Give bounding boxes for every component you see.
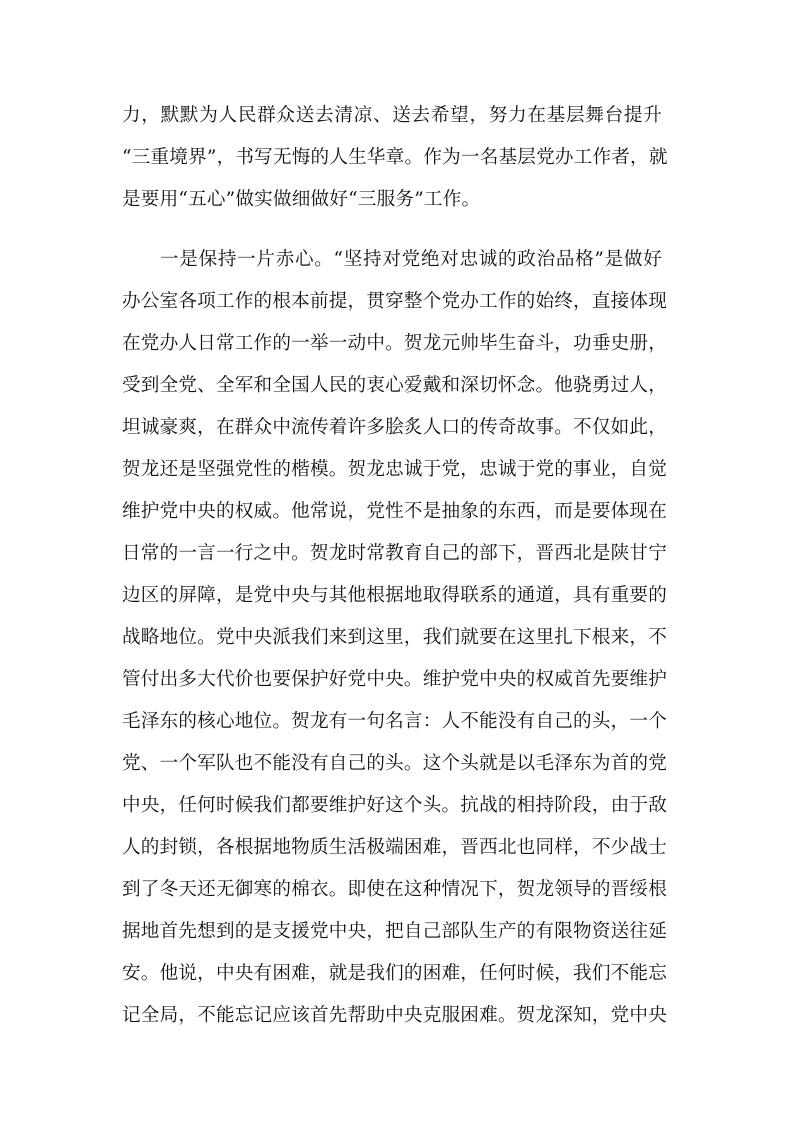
text-line: 受到全党、全军和全国人民的衷心爱戴和深切怀念。他骁勇过人， [122, 375, 668, 396]
text-line: “三重境界”，书写无悔的人生华章。作为一名基层党办工作者，就 [122, 147, 668, 168]
text-line: 管付出多大代价也要保护好党中央。维护党中央的权威首先要维护 [122, 669, 668, 690]
paragraph-first-line: 一是保持一片赤心。“坚持对党绝对忠诚的政治品格”是做好 [160, 249, 662, 270]
text-line: 是要用“五心”做实做细做好“三服务”工作。 [122, 189, 481, 210]
text-line: 党、一个军队也不能没有自己的头。这个头就是以毛泽东为首的党 [122, 753, 668, 774]
text-line: 中央，任何时候我们都要维护好这个头。抗战的相持阶段，由于敌 [122, 795, 668, 816]
text-line: 记全局，不能忘记应该首先帮助中央克服困难。贺龙深知，党中央 [122, 1005, 668, 1026]
text-line: 坦诚豪爽，在群众中流传着许多脍炙人口的传奇故事。不仅如此， [122, 417, 668, 438]
text-line: 到了冬天还无御寒的棉衣。即使在这种情况下，贺龙领导的晋绥根 [122, 879, 668, 900]
text-line: 日常的一言一行之中。贺龙时常教育自己的部下，晋西北是陕甘宁 [122, 543, 668, 564]
text-line: 人的封锁，各根据地物质生活极端困难，晋西北也同样，不少战士 [122, 837, 668, 858]
text-line: 维护党中央的权威。他常说，党性不是抽象的东西，而是要体现在 [122, 501, 668, 522]
text-line: 力，默默为人民群众送去清凉、送去希望，努力在基层舞台提升 [122, 105, 662, 126]
text-line: 毛泽东的核心地位。贺龙有一句名言：人不能没有自己的头，一个 [122, 711, 668, 732]
text-line: 战略地位。党中央派我们来到这里，我们就要在这里扎下根来，不 [122, 627, 668, 648]
text-line: 办公室各项工作的根本前提，贯穿整个党办工作的始终，直接体现 [122, 291, 668, 312]
text-line: 在党办人日常工作的一举一动中。贺龙元帅毕生奋斗，功垂史册， [122, 333, 668, 354]
text-line: 安。他说，中央有困难，就是我们的困难，任何时候，我们不能忘 [122, 963, 668, 984]
text-line: 据地首先想到的是支援党中央，把自己部队生产的有限物资送往延 [122, 921, 668, 942]
text-line: 贺龙还是坚强党性的楷模。贺龙忠诚于党，忠诚于党的事业，自觉 [122, 459, 668, 480]
text-line: 边区的屏障，是党中央与其他根据地取得联系的通道，具有重要的 [122, 585, 668, 606]
